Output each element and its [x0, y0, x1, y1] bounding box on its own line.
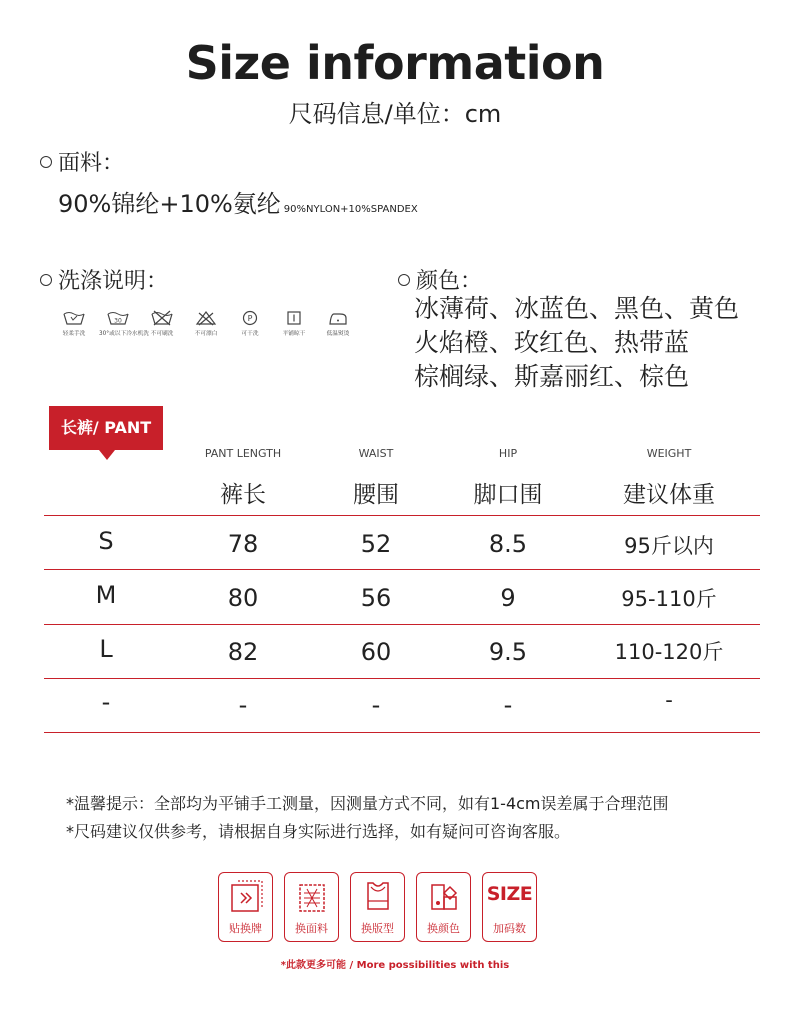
size-add-icon: SIZE — [486, 883, 533, 905]
hip-cell: 8.5 — [488, 530, 528, 558]
size-cell: - — [101, 688, 111, 716]
care-item-dry-clean — [230, 310, 270, 337]
hand-wash-icon — [62, 310, 86, 326]
page-title: Size information — [185, 36, 605, 90]
hip-cell: 9 — [500, 584, 516, 612]
feature-fabric-swap — [284, 872, 339, 942]
feature-label: 贴换牌 — [229, 922, 262, 935]
feature-color-swap — [416, 872, 471, 942]
column-header-zh: 裤长 — [220, 482, 266, 508]
bullet-circle-icon — [40, 156, 52, 168]
label-swap-icon — [228, 879, 264, 917]
table-divider — [44, 569, 760, 570]
column-header-hip — [448, 447, 568, 509]
length-cell: - — [238, 691, 248, 719]
column-header-en: WEIGHT — [646, 447, 692, 460]
fabric-heading — [40, 146, 124, 177]
care-label: 可干洗 — [241, 330, 259, 337]
care-label: 30°或以下冷水机洗 — [99, 330, 150, 337]
size-cell: M — [95, 581, 117, 609]
no-bleach-icon — [194, 310, 218, 326]
care-heading-label: 洗涤说明： — [58, 269, 169, 294]
size-cell: L — [99, 635, 113, 663]
bullet-circle-icon — [398, 274, 410, 286]
column-header-zh: 建议体重 — [623, 482, 715, 508]
column-header-waist — [316, 447, 436, 509]
more-possibilities: *此款更多可能 / More possibilities with this — [280, 960, 510, 971]
fabric-composition — [58, 184, 418, 219]
color-line: 棕榈绿、斯嘉丽红、棕色 — [414, 362, 690, 391]
care-icons — [54, 310, 358, 337]
low-iron-icon — [326, 310, 350, 326]
feature-label-swap — [218, 872, 273, 942]
fabric-english-text: 90%NYLON+10%SPANDEX — [283, 204, 418, 215]
column-header-weight — [598, 447, 740, 509]
note-line: *尺码建议仅供参考，请根据自身实际进行选择，如有疑问可咨询客服。 — [66, 822, 571, 841]
weight-cell: 95斤以内 — [624, 534, 714, 558]
line-dry-icon — [282, 310, 306, 326]
column-header-en: HIP — [498, 447, 518, 460]
length-cell: 78 — [227, 530, 259, 558]
care-item-low-iron — [318, 310, 358, 337]
customization-options — [218, 872, 537, 942]
waist-cell: 52 — [360, 530, 392, 558]
size-cell: S — [98, 527, 114, 555]
column-header-zh: 脚口围 — [473, 482, 543, 508]
hip-cell: 9.5 — [488, 638, 528, 666]
fabric-heading-label: 面料： — [58, 151, 125, 176]
colors-heading-label: 颜色： — [416, 269, 483, 294]
weight-cell: 95-110斤 — [621, 587, 717, 611]
care-item-machine-wash — [98, 310, 150, 337]
feature-size-add — [482, 872, 537, 942]
feature-label: 换颜色 — [427, 922, 460, 935]
column-header-zh: 腰围 — [353, 482, 399, 508]
care-item-hand-wash — [54, 310, 94, 337]
feature-label: 加码数 — [493, 922, 526, 935]
color-line: 冰薄荷、冰蓝色、黑色、黄色 — [414, 294, 740, 323]
bullet-circle-icon — [40, 274, 52, 286]
color-swap-icon — [426, 879, 462, 917]
care-item-no-bleach — [186, 310, 226, 337]
fabric-swap-icon — [294, 879, 330, 917]
care-label: 不可漂白 — [194, 330, 218, 337]
waist-cell: - — [371, 691, 381, 719]
style-swap-icon — [360, 879, 396, 917]
length-cell: 82 — [227, 638, 259, 666]
feature-style-swap — [350, 872, 405, 942]
length-cell: 80 — [227, 584, 259, 612]
svg-text:P: P — [247, 314, 253, 323]
care-item-no-wash — [142, 310, 182, 337]
page-subtitle: 尺码信息/单位：cm — [288, 100, 502, 128]
dry-clean-p-icon — [238, 310, 262, 326]
weight-cell: 110-120斤 — [614, 640, 724, 664]
care-label: 低温熨烫 — [326, 330, 350, 337]
column-header-en: PANT LENGTH — [204, 447, 282, 460]
care-label: 轻柔手洗 — [62, 330, 86, 337]
measurement-notes — [66, 790, 669, 846]
care-label: 不可刷洗 — [150, 330, 174, 337]
table-divider — [44, 624, 760, 625]
care-heading — [40, 264, 168, 295]
column-header-length — [178, 447, 308, 509]
care-label: 平铺晾干 — [282, 330, 306, 337]
waist-cell: 60 — [360, 638, 392, 666]
pant-badge: 长裤/ PANT — [49, 406, 163, 450]
color-line: 火焰橙、玫红色、热带蓝 — [414, 328, 690, 357]
table-divider — [44, 678, 760, 679]
feature-label: 换面料 — [295, 922, 328, 935]
table-divider — [44, 515, 760, 516]
table-divider — [44, 732, 760, 733]
fabric-main-text: 90%锦纶+10%氨纶 — [58, 190, 281, 218]
note-line: *温馨提示：全部均为平铺手工测量，因测量方式不同，如有1-4cm误差属于合理范围 — [66, 794, 669, 813]
machine-wash-30-icon — [106, 310, 130, 326]
hip-cell: - — [503, 691, 513, 719]
no-wash-icon — [150, 310, 174, 326]
waist-cell: 56 — [360, 584, 392, 612]
badge-pointer — [99, 450, 115, 460]
colors-heading — [398, 264, 482, 295]
feature-label: 换版型 — [361, 922, 394, 935]
color-list — [414, 292, 739, 394]
weight-cell: - — [665, 688, 673, 712]
column-header-en: WAIST — [358, 447, 394, 460]
care-item-line-dry — [274, 310, 314, 337]
svg-text:30: 30 — [114, 317, 122, 325]
